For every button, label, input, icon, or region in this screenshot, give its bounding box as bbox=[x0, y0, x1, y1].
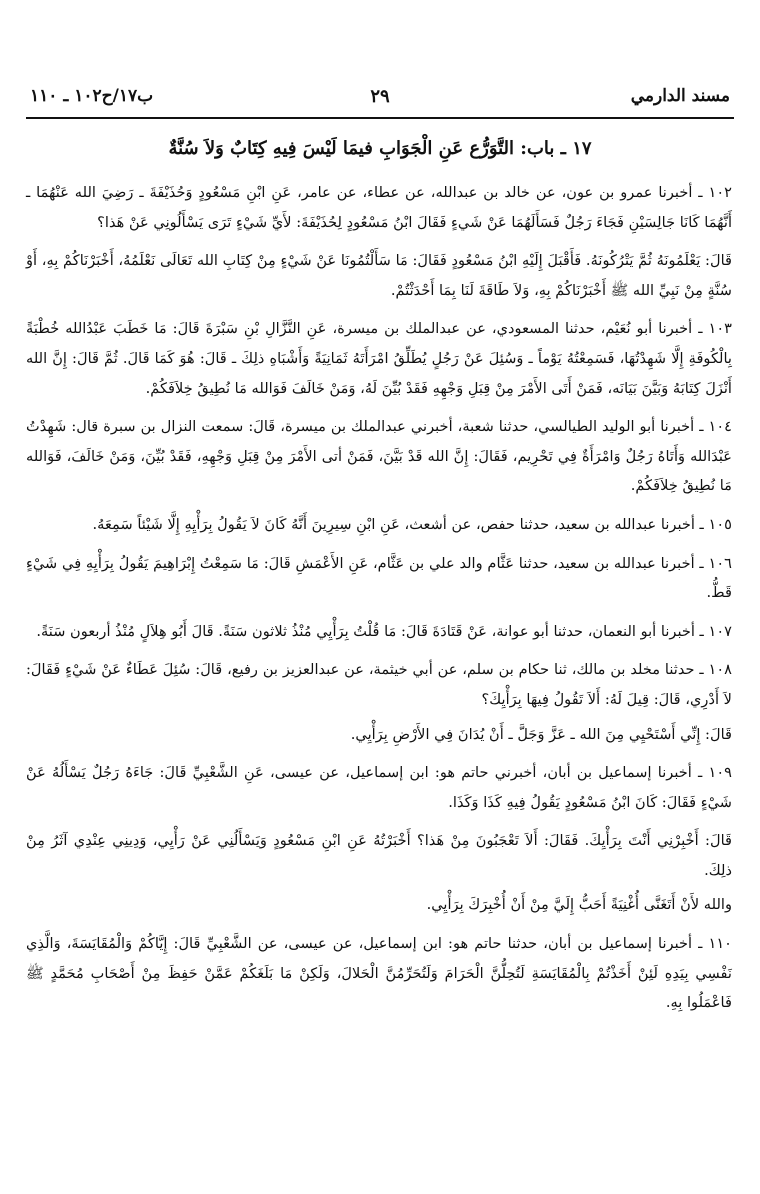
hadith-107: ١٠٧ ـ أخبرنا أبو النعمان، حدثنا أبو عوانة، عَنْ قَتَادَةَ قَالَ: مَا قُلْتُ بِرَأْيِي مُنْذُ ثلاثون سَنَةً. قَالَ أَبُو هِلاَلٍ مُنْذُ أربعون سَنَةً. bbox=[36, 622, 732, 640]
page-number: ٢٩ bbox=[370, 86, 390, 107]
hadith-102: ١٠٢ ـ أخبرنا عمرو بن عون، عن خالد بن عبدالله، عن عطاء، عن عامر، عَنِ ابْنِ مَسْعُودٍ وَحُذَيْفَةَ ـ رَضِيَ الله عَنْهُمَا ـ أَنَّهُمَا كَانَا جَالِسَيْنِ فَجَاءَ رَجُلٌ فَسَأَلَهُمَا عَنْ شَيءٍ فَقَالَ ابْنُ مَسْعُودٍ لِحُذَيْفَةَ: لأَيِّ شَيْءٍ تَرَى يَسْأَلُونِي عَنْ هَذا؟ bbox=[26, 184, 732, 231]
hadith-109-end: والله لأَنْ أَتَغَنَّى أُغْنِيَةً أَحَبُّ إِلَيَّ مِنْ أَنْ أُخْبِرَكَ بِرَأْيِي. bbox=[426, 896, 732, 914]
hadith-108-continued: قَالَ: إِنِّي أَسْتَحْيِي مِنَ الله ـ عَزَّ وَجَلَّ ـ أَنْ يُدَانَ فِي الأَرْضِ بِرَأْيِي. bbox=[350, 725, 732, 743]
hadith-106: ١٠٦ ـ أخبرنا عبدالله بن سعيد، حدثنا عَثَّام والد علي بن عَثَّام، عَنِ الأَعْمَشِ قَالَ: مَا سَمِعْتُ إِبْرَاهِيمَ يَقُولُ بِرَأْيِهِ فِي شَيْءٍ قَطُّ. bbox=[26, 554, 732, 602]
chapter-hadith-range: ب١٧/ح١٠٢ ـ ١١٠ bbox=[30, 86, 154, 106]
hadith-109-continued: قَالَ: أَخْبِرْنِي أَنْتَ بِرَأْيِكَ. فَقَالَ: أَلاَ تَعْجَبُونَ مِنْ هَذا؟ أَخْبَرْتُهُ عَنِ ابْنِ مَسْعُودٍ وَيَسْأَلُنِي عَنْ رَأْيِي، وَدِينِي عِنْدِي آثَرُ مِنْ ذلِكَ. bbox=[26, 832, 732, 879]
chapter-title: ١٧ ـ باب: التَّوَرُّع عَنِ الْجَوَابِ فيمَا لَيْسَ فِيهِ كِتَابٌ وَلاَ سُنَّةٌ bbox=[168, 138, 592, 159]
running-header bbox=[30, 86, 730, 112]
hadith-109: ١٠٩ ـ أخبرنا إسماعيل بن أبان، أخبرني حاتم هو: ابن إسماعيل، عن عيسى، عَنِ الشَّعْبِيِّ قَالَ: جَاءَهُ رَجُلٌ يَسْأَلُهُ عَنْ شَيْءٍ فَقَالَ: كَانَ ابْنُ مَسْعُودٍ يَقُولُ فِيهِ كَذَا وَكَذَا. bbox=[26, 764, 732, 811]
hadith-105: ١٠٥ ـ أخبرنا عبدالله بن سعيد، حدثنا حفص، عن أشعث، عَنِ ابْنِ سِيرِينَ أَنَّهُ كَانَ لاَ يَقُولُ بِرَأْيِهِ إِلَّا شَيْئاً سَمِعَهُ. bbox=[92, 515, 732, 533]
hadith-102-continued: قَالَ: يَعْلَمُونَهُ ثُمَّ يَتْرُكُونَهُ. فَأَقْبَلَ إِلَيْهِ ابْنُ مَسْعُودٍ فَقَالَ: مَا سَأَلْتُمُونَا عَنْ شَيْءٍ مِنْ كِتَابِ الله تَعَالَى نَعْلَمُهُ، أَخْبَرْنَاكُمْ بِهِ، أَوْ سُنَّةٍ مِنْ نَبِيِّ الله ﷺ أَخْبَرْنَاكُمْ بِهِ، وَلاَ طَاقَةَ لَنَا بِمَا أَحْدَثْتُمْ. bbox=[26, 252, 732, 299]
book-title: مسند الدارمي bbox=[630, 86, 730, 106]
hadith-108: ١٠٨ ـ حدثنا مخلد بن مالك، ثنا حكام بن سلم، عن أبي خيثمة، عن عبدالعزيز بن رفيع، قَالَ: سُئِلَ عَطَاءٌ عَنْ شَيْءٍ فَقَالَ: لاَ أَدْرِي، قَالَ: قِيلَ لَهُ: أَلاَ تَقُولُ فِيهَا بِرَأْيِكَ؟ bbox=[26, 661, 732, 708]
header-rule bbox=[26, 117, 734, 119]
hadith-110: ١١٠ ـ أخبرنا إسماعيل بن أبان، حدثنا حاتم هو: ابن إسماعيل، عن عيسى، عن الشَّعْبِيِّ قَالَ: إِيَّاكُمْ وَالْمُقَايَسَةَ، وَالَّذِي نَفْسِي بِيَدِهِ لَئِنْ أَخَذْتُمْ بِالْمُقَايَسَةِ لَتُحِلُّنَّ الْحَرَامَ وَلَتُحَرِّمُنَّ الْحَلالَ، وَلَكِنْ مَا بَلَغَكُمْ عَمَّنْ حَفِظَ مِنْ أَصْحَابِ مُحَمَّدٍ ﷺ فَاعْمَلُوا بِهِ. bbox=[26, 935, 732, 1012]
text-body bbox=[26, 178, 732, 1023]
hadith-103: ١٠٣ ـ أخبرنا أبو نُعَيْم، حدثنا المسعودي، عن عبدالملك بن ميسرة، عَنِ النَّزَّالِ بْنِ سَبْرَةَ قَالَ: مَا خَطَبَ عَبْدُالله خُطْبَةً بِالْكُوفَةِ إِلَّا شَهِدْتُهَا، فَسَمِعْتُهُ يَوْماً ـ وَسُئِلَ عَنْ رَجُلٍ يُطَلِّقُ امْرَأَتَهُ ثَمَانِيَةً وَأَشْبَاهِ ذلِكَ ـ قَالَ: هُوَ كَمَا قَالَ. ثُمَّ قَالَ: إِنَّ الله أَنْزَلَ كِتَابَهُ وَبَيَّنَ بَيَانَه، فَمَنْ أَتَى الأَمْرَ مِنْ قِبَلِ وَجْهِهِ فَقَدْ بُيِّنَ لَهُ، وَمَنْ خَالَفَ فَوَالله مَا نُطِيقُ خِلاَفَكُمْ. bbox=[26, 320, 732, 397]
hadith-104: ١٠٤ ـ أخبرنا أبو الوليد الطيالسي، حدثنا شعبة، أخبرني عبدالملك بن ميسرة، قَالَ: سمعت النزال بن سبرة قال: شَهِدْتُ عَبْدَالله وَأَتَاهُ رَجُلٌ وَامْرَأَةٌ فِي تَحْرِيم، فَقَالَ: إِنَّ الله قَدْ بَيَّنَ، فَمَنْ أتى الأَمْرَ مِنْ قِبَلِ وَجْهِهِ، فَقَدْ بُيِّنَ، وَمَنْ خَالَفَ، فَوَالله مَا نُطِيقُ خِلاَفَكُمْ. bbox=[26, 418, 732, 495]
